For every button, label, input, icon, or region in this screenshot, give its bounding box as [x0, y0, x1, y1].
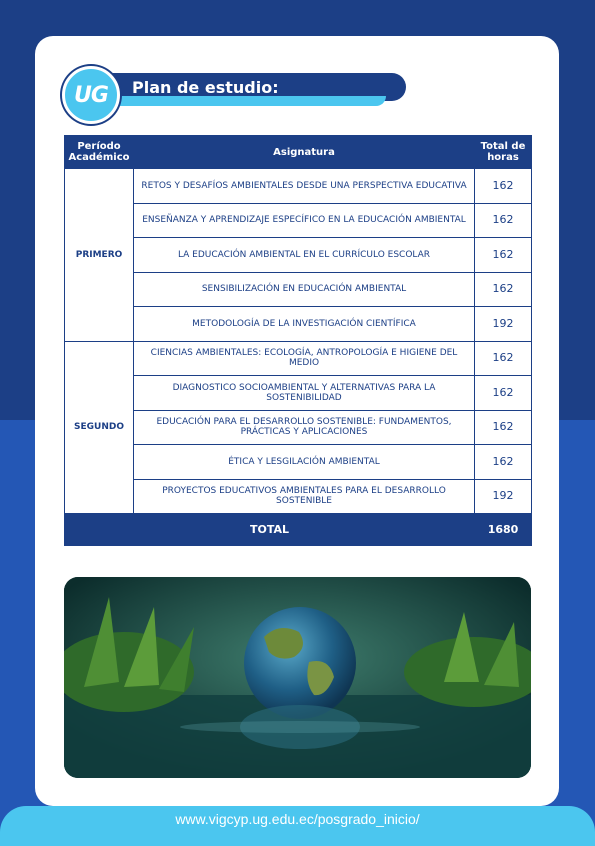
hours-cell: 162 — [475, 445, 532, 480]
hours-cell: 162 — [475, 376, 532, 411]
globe-nature-photo — [64, 577, 531, 778]
subject-cell: METODOLOGÍA DE LA INVESTIGACIÓN CIENTÍFICA — [134, 307, 475, 342]
subject-cell: ENSEÑANZA Y APRENDIZAJE ESPECÍFICO EN LA EDUCACIÓN AMBIENTAL — [134, 203, 475, 238]
subject-cell: EDUCACIÓN PARA EL DESARROLLO SOSTENIBLE: FUNDAMENTOS, PRÁCTICAS Y APLICACIONES — [134, 410, 475, 445]
table-row — [65, 410, 532, 445]
table-row — [65, 169, 532, 204]
table-row — [65, 376, 532, 411]
subject-cell: SENSIBILIZACIÓN EN EDUCACIÓN AMBIENTAL — [134, 272, 475, 307]
table-row — [65, 341, 532, 376]
hours-cell: 162 — [475, 410, 532, 445]
subject-cell: DIAGNOSTICO SOCIOAMBIENTAL Y ALTERNATIVAS PARA LA SOSTENIBILIDAD — [134, 376, 475, 411]
table-row — [65, 479, 532, 514]
table-row — [65, 307, 532, 342]
table-row — [65, 445, 532, 480]
header-hours: Total de horas — [475, 136, 532, 169]
table-row — [65, 203, 532, 238]
hours-cell: 192 — [475, 479, 532, 514]
total-row — [65, 514, 532, 546]
header-period: Período Académico — [65, 136, 134, 169]
hours-cell: 162 — [475, 341, 532, 376]
total-label: TOTAL — [65, 514, 475, 546]
photo-illustration — [64, 577, 531, 778]
subject-cell: ÉTICA Y LESGILACIÓN AMBIENTAL — [134, 445, 475, 480]
hours-cell: 162 — [475, 272, 532, 307]
period-cell: PRIMERO — [65, 169, 134, 342]
title-underline — [106, 96, 386, 106]
ug-logo — [62, 66, 120, 124]
footer-bar — [0, 806, 595, 846]
table-header-row — [65, 136, 532, 169]
total-hours: 1680 — [475, 514, 532, 546]
logo-text: UG — [74, 82, 108, 108]
hours-cell: 162 — [475, 169, 532, 204]
hours-cell: 192 — [475, 307, 532, 342]
subject-cell: LA EDUCACIÓN AMBIENTAL EN EL CURRÍCULO ESCOLAR — [134, 238, 475, 273]
subject-cell: RETOS Y DESAFÍOS AMBIENTALES DESDE UNA PERSPECTIVA EDUCATIVA — [134, 169, 475, 204]
period-cell: SEGUNDO — [65, 341, 134, 514]
study-plan-table — [64, 135, 532, 546]
header-subject: Asignatura — [134, 136, 475, 169]
table-row — [65, 272, 532, 307]
page-title: Plan de estudio: — [132, 78, 279, 97]
hours-cell: 162 — [475, 203, 532, 238]
table-row — [65, 238, 532, 273]
footer-url[interactable]: www.vigcyp.ug.edu.ec/posgrado_inicio/ — [175, 811, 420, 827]
subject-cell: CIENCIAS AMBIENTALES: ECOLOGÍA, ANTROPOLOGÍA E HIGIENE DEL MEDIO — [134, 341, 475, 376]
hours-cell: 162 — [475, 238, 532, 273]
subject-cell: PROYECTOS EDUCATIVOS AMBIENTALES PARA EL DESARROLLO SOSTENIBLE — [134, 479, 475, 514]
